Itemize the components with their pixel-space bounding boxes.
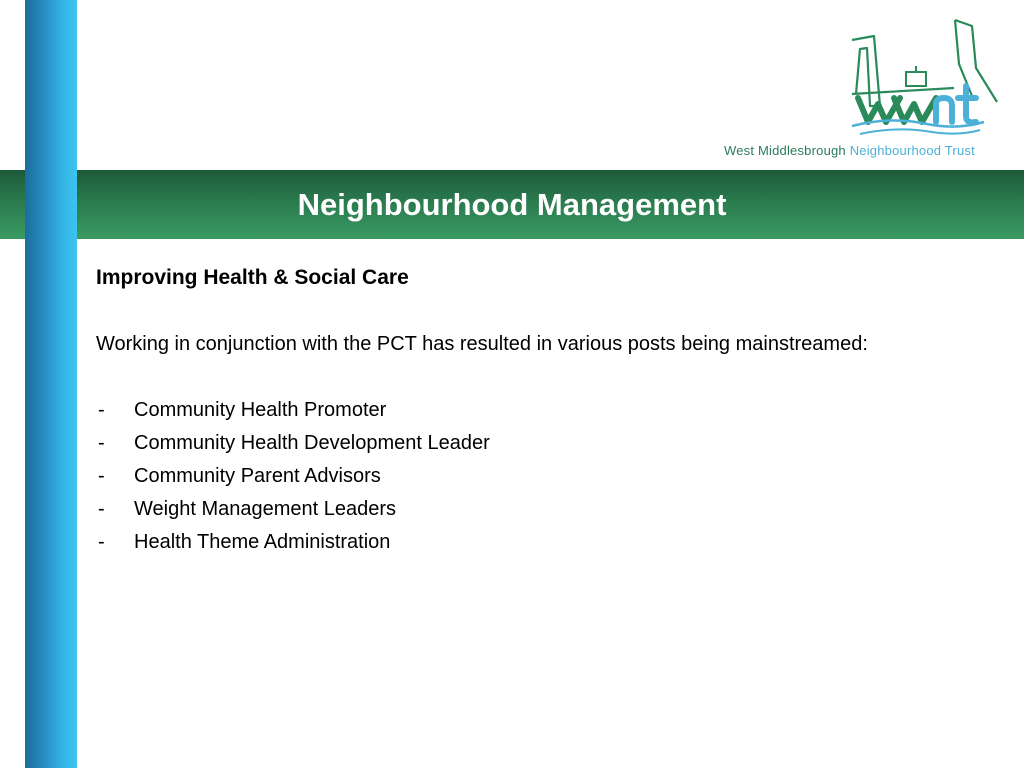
- logo-caption: [724, 143, 975, 158]
- logo-n-blue: [936, 98, 952, 122]
- slide-title: [0, 170, 1024, 239]
- list-item-text: Community Health Development Leader: [134, 432, 490, 454]
- logo-t-blue: [958, 86, 976, 122]
- side-bar: [25, 0, 77, 768]
- list-item-text: Weight Management Leaders: [134, 498, 397, 520]
- wmnt-logo: [722, 14, 1004, 160]
- intro-paragraph: Working in conjunction with the PCT has resulted in various posts being mainstreamed:: [96, 333, 868, 355]
- list-marker: -: [98, 498, 105, 520]
- logo-gondola: [906, 72, 926, 86]
- slide-title-text: Neighbourhood Management: [297, 187, 727, 222]
- logo-left-tower: [852, 36, 880, 106]
- posts-list: [96, 394, 996, 559]
- list-item-text: Community Parent Advisors: [134, 465, 381, 487]
- logo-caption-west-middlesbrough: West Middlesbrough: [724, 143, 846, 158]
- slide-content: [96, 262, 996, 559]
- list-item: [96, 526, 996, 559]
- list-item: [96, 493, 996, 526]
- list-marker: -: [98, 432, 105, 454]
- section-subtitle: Improving Health & Social Care: [96, 266, 409, 289]
- list-item: [96, 460, 996, 493]
- logo-wave-1: [852, 120, 984, 126]
- logo-bridge-deck: [852, 88, 954, 94]
- list-marker: -: [98, 399, 105, 421]
- list-item: [96, 394, 996, 427]
- logo-wave-2: [860, 129, 980, 134]
- list-marker: -: [98, 465, 105, 487]
- list-item-text: Health Theme Administration: [134, 531, 391, 553]
- logo-right-tower: [955, 20, 997, 102]
- list-item: [96, 427, 996, 460]
- list-marker: -: [98, 531, 105, 553]
- list-item-text: Community Health Promoter: [134, 399, 387, 421]
- logo-caption-neighbourhood-trust: Neighbourhood Trust: [849, 143, 975, 158]
